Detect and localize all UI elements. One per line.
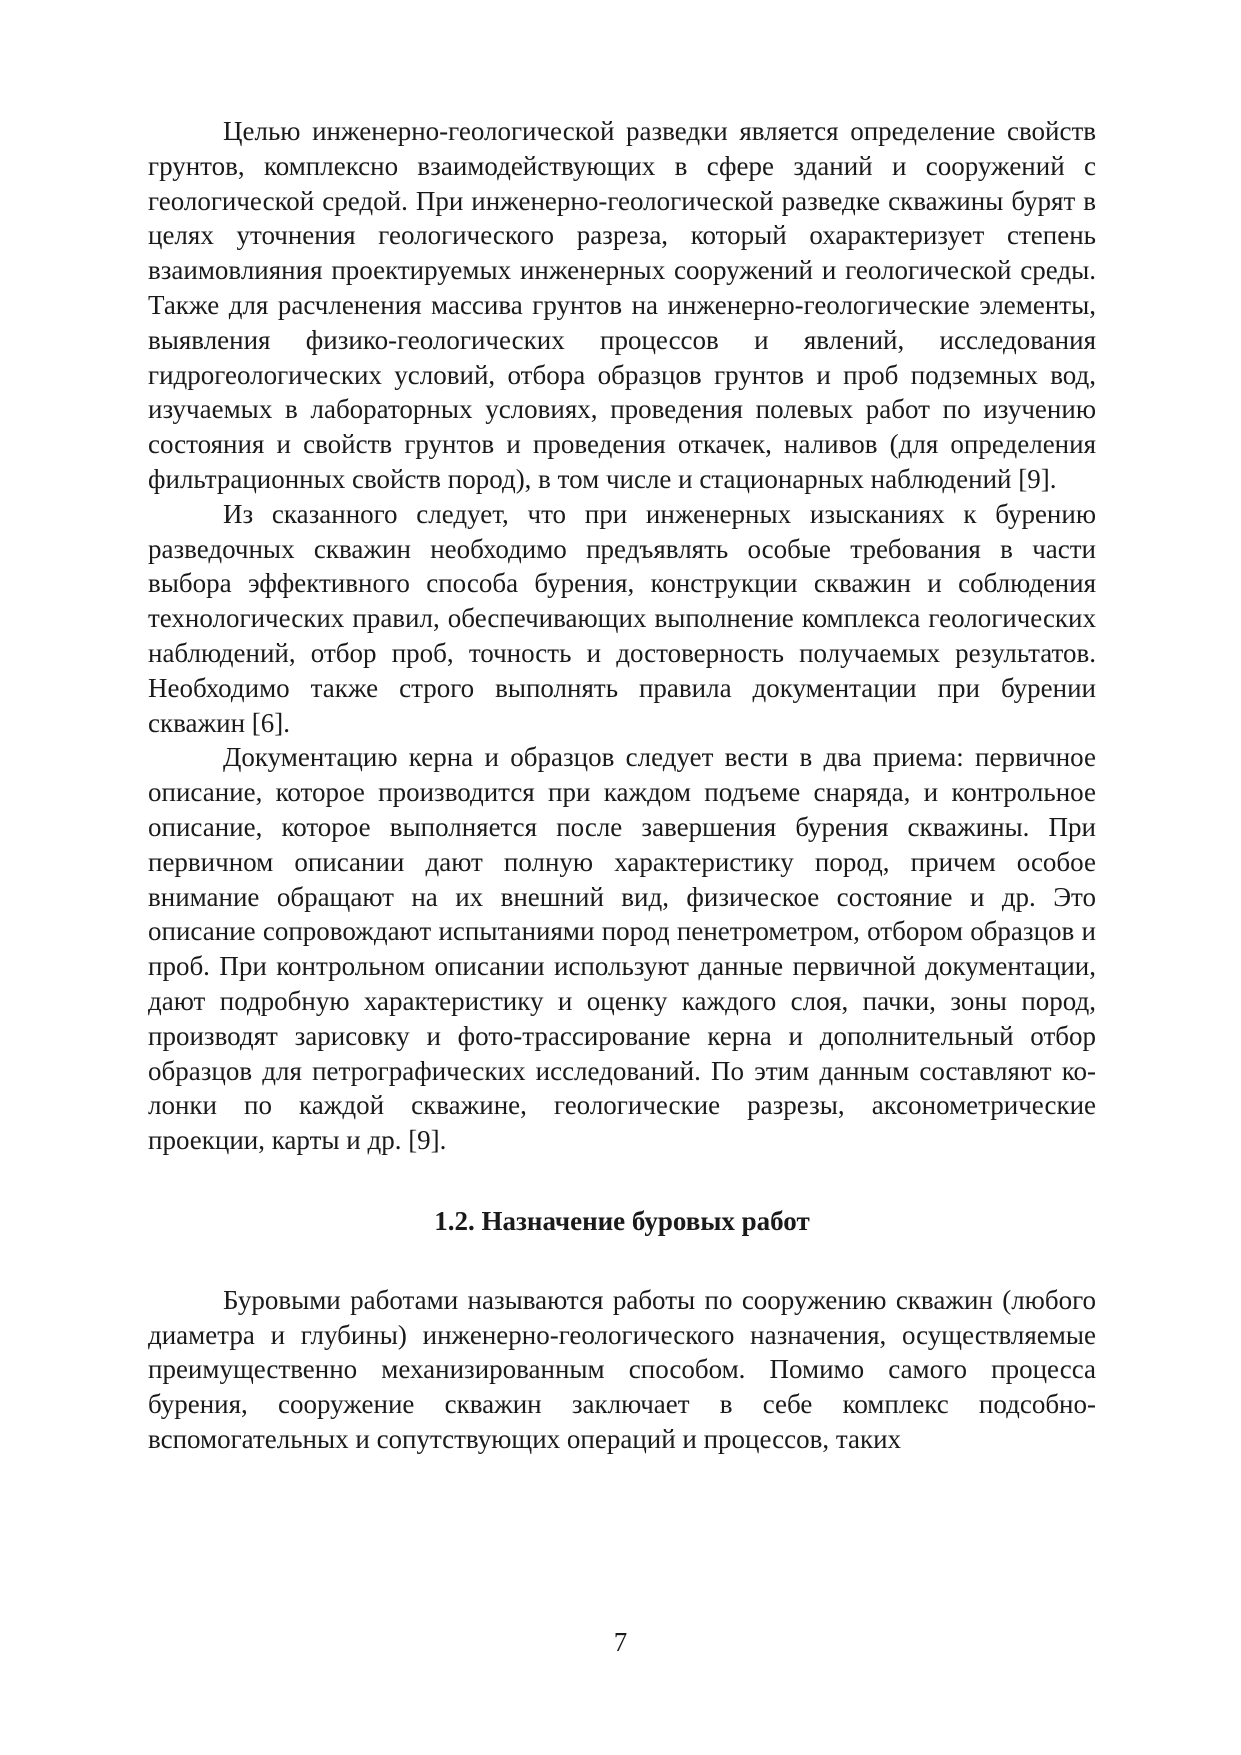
page-body [148, 114, 1096, 1457]
paragraph-core-documentation: Документацию керна и образцов следует вести в два приема: первичное описание, которое производится при каждом подъеме снаряда, и контрольное описание, которое выполняется после завершения бурения скважины. При первичном описании дают полную характеристику пород, причем особое внимание обращают на их внешний вид, физическое состояние и др. Это описание сопровождают испытаниями пород пенетрометром, отбором образцов и проб. При контрольном описании используют данные первичной документации, дают подробную характеристику и оценку каждого слоя, пачки, зоны пород, производят зарисовку и фото-трассирование керна и дополнительный отбор образцов для петрографических исследований. По этим данным составляют колонки по каждой скважине, геологические разрезы, аксонометрические проекции, карты и др. [9]. [148, 742, 1096, 1156]
paragraph-drilling-works-definition: Буровыми работами называются работы по сооружению скважин (любого диаметра и глубины) инженерно-геологического назначения, осуществляемые преимущественно механизированным способом. Помимо самого процесса бурения, сооружение скважин заключает в себе комплекс подсобно-вспомогательных и сопутствующих операций и процессов, таких [148, 1284, 1096, 1454]
page-number: 7 [613, 1627, 628, 1657]
paragraph-survey-purpose: Целью инженерно-геологической разведки является определение свойств грунтов, комплексно взаимодействующих в сфере зданий и сооружений с геологической средой. При инженерно-геологической разведке скважины бурят в целях уточнения геологического разреза, который охарактеризует степень взаимовлияния проектируемых инженерных сооружений и геологической среды. Также для расчленения массива грунтов на инженерно-геологические элементы, выявления физико-геологических процессов и явлений, исследования гидрогеологических условий, отбора образцов грунтов и проб подземных вод, изучаемых в лабораторных условиях, проведения полевых работ по изучению состояния и свойств грунтов и проведения откачек, наливов (для определения фильтрационных свойств пород), в том числе и стационарных наблюдений [9]. [148, 116, 1096, 494]
section-heading: 1.2. Назначение буровых работ [434, 1205, 810, 1236]
paragraph-drilling-requirements: Из сказанного следует, что при инженерных изысканиях к бурению разведочных скважин необходимо предъявлять особые требования в части выбора эффективного способа бурения, конструкции скважин и соблюдения технологических правил, обеспечивающих выполнение комплекса геологических наблюдений, отбор проб, точность и достоверность получаемых результатов. Необходимо также строго выполнять правила документации при бурении скважин [6]. [148, 498, 1096, 738]
